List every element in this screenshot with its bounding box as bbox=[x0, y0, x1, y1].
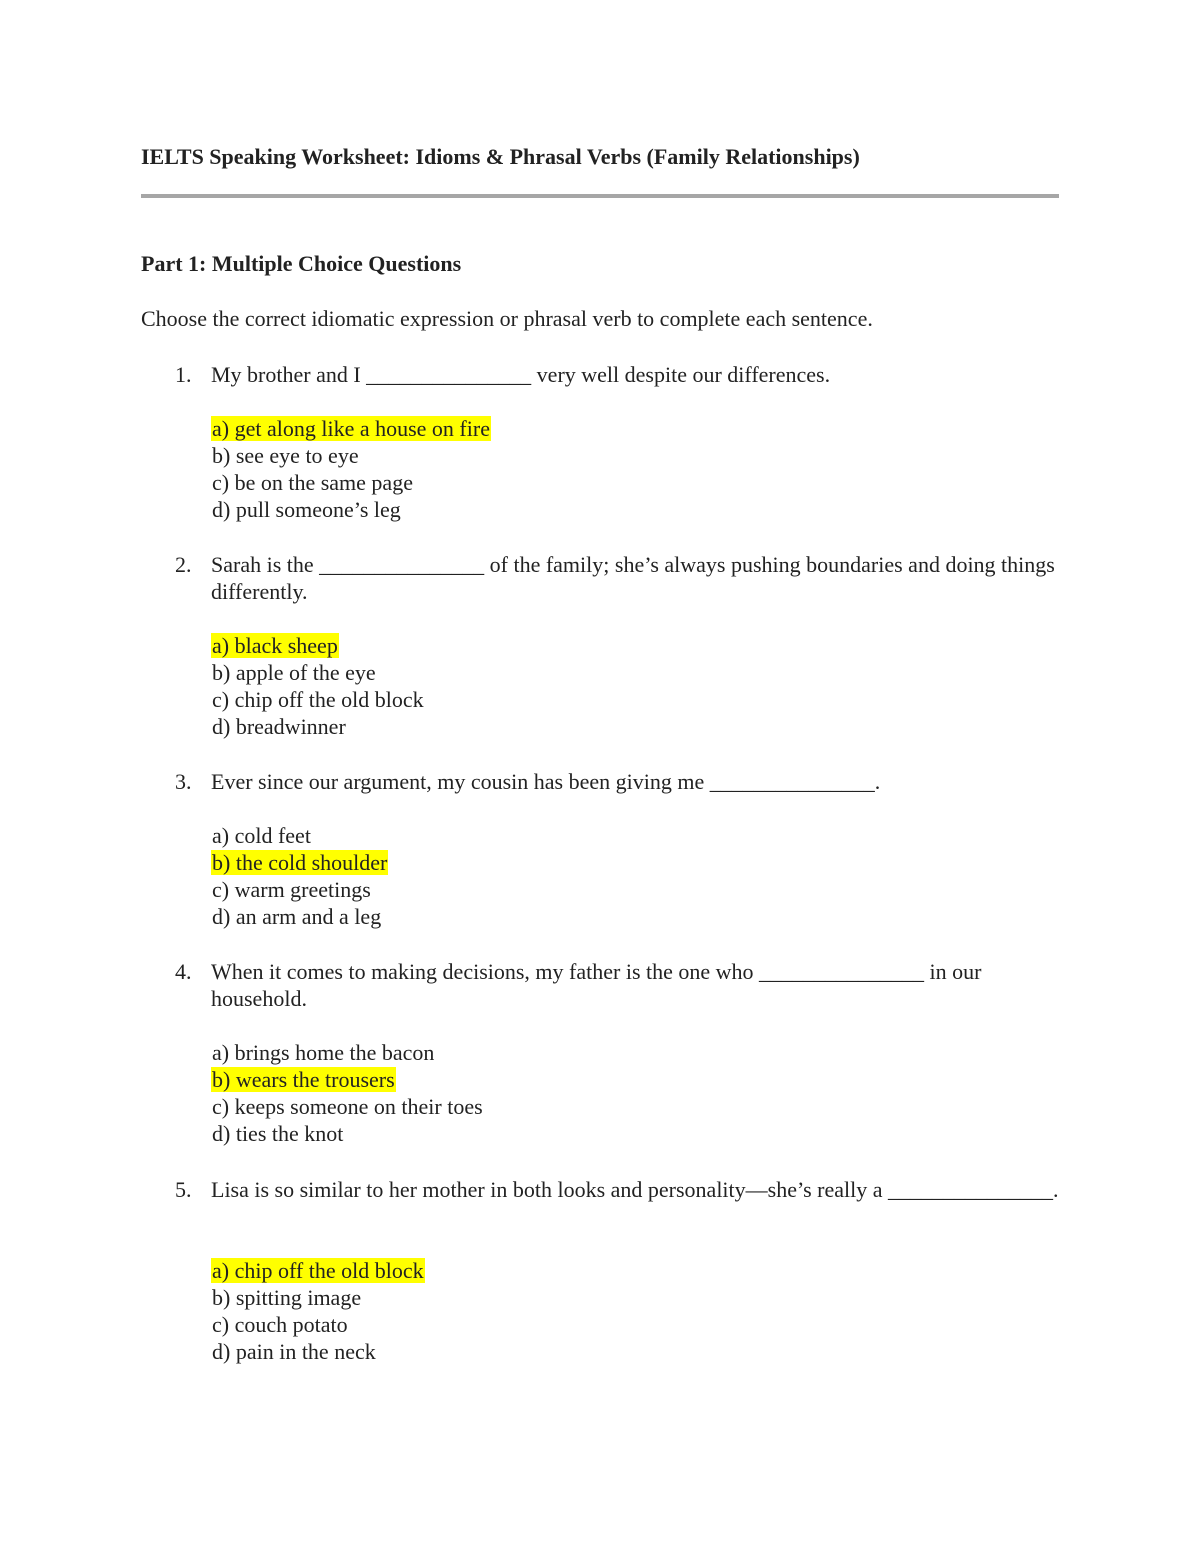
option-list bbox=[211, 415, 491, 523]
option-list bbox=[211, 1257, 425, 1365]
part-heading: Part 1: Multiple Choice Questions bbox=[141, 251, 462, 276]
option-b[interactable]: b) the cold shoulder bbox=[212, 850, 388, 875]
option-list bbox=[211, 822, 388, 930]
option-a[interactable]: a) get along like a house on fire bbox=[212, 416, 490, 441]
question-text: When it comes to making decisions, my father is the one who _______________ in our household. bbox=[211, 959, 982, 1011]
question-number: 1. bbox=[175, 362, 192, 387]
question-text: Lisa is so similar to her mother in both looks and personality—she’s really a _______________. bbox=[211, 1177, 1059, 1202]
question-number: 4. bbox=[175, 959, 192, 984]
option-list bbox=[211, 632, 425, 740]
option-a[interactable]: a) chip off the old block bbox=[212, 1258, 424, 1283]
title-divider bbox=[141, 194, 1059, 198]
option-a[interactable]: a) brings home the bacon bbox=[212, 1040, 435, 1065]
option-d[interactable]: d) pull someone’s leg bbox=[212, 497, 401, 522]
option-a[interactable]: a) black sheep bbox=[212, 633, 338, 658]
option-c[interactable]: c) be on the same page bbox=[212, 470, 413, 495]
option-d[interactable]: d) an arm and a leg bbox=[212, 904, 382, 929]
option-b[interactable]: b) apple of the eye bbox=[212, 660, 376, 685]
option-c[interactable]: c) warm greetings bbox=[212, 877, 371, 902]
question-number: 5. bbox=[175, 1177, 192, 1202]
option-a[interactable]: a) cold feet bbox=[212, 823, 311, 848]
option-c[interactable]: c) keeps someone on their toes bbox=[212, 1094, 483, 1119]
option-d[interactable]: d) breadwinner bbox=[212, 714, 346, 739]
question-text: Ever since our argument, my cousin has been giving me _______________. bbox=[211, 769, 881, 794]
instructions: Choose the correct idiomatic expression or phrasal verb to complete each sentence. bbox=[141, 306, 873, 331]
option-d[interactable]: d) ties the knot bbox=[212, 1121, 344, 1146]
option-d[interactable]: d) pain in the neck bbox=[212, 1339, 376, 1364]
question-text: My brother and I _______________ very well despite our differences. bbox=[211, 362, 831, 387]
question-number: 3. bbox=[175, 769, 192, 794]
page-title: IELTS Speaking Worksheet: Idioms & Phrasal Verbs (Family Relationships) bbox=[141, 144, 860, 169]
option-b[interactable]: b) see eye to eye bbox=[212, 443, 359, 468]
option-c[interactable]: c) chip off the old block bbox=[212, 687, 424, 712]
question-number: 2. bbox=[175, 552, 192, 577]
option-b[interactable]: b) wears the trousers bbox=[212, 1067, 395, 1092]
option-b[interactable]: b) spitting image bbox=[212, 1285, 362, 1310]
question-text: Sarah is the _______________ of the family; she’s always pushing boundaries and doing things differently. bbox=[211, 552, 1055, 604]
option-c[interactable]: c) couch potato bbox=[212, 1312, 348, 1337]
option-list bbox=[211, 1039, 484, 1147]
